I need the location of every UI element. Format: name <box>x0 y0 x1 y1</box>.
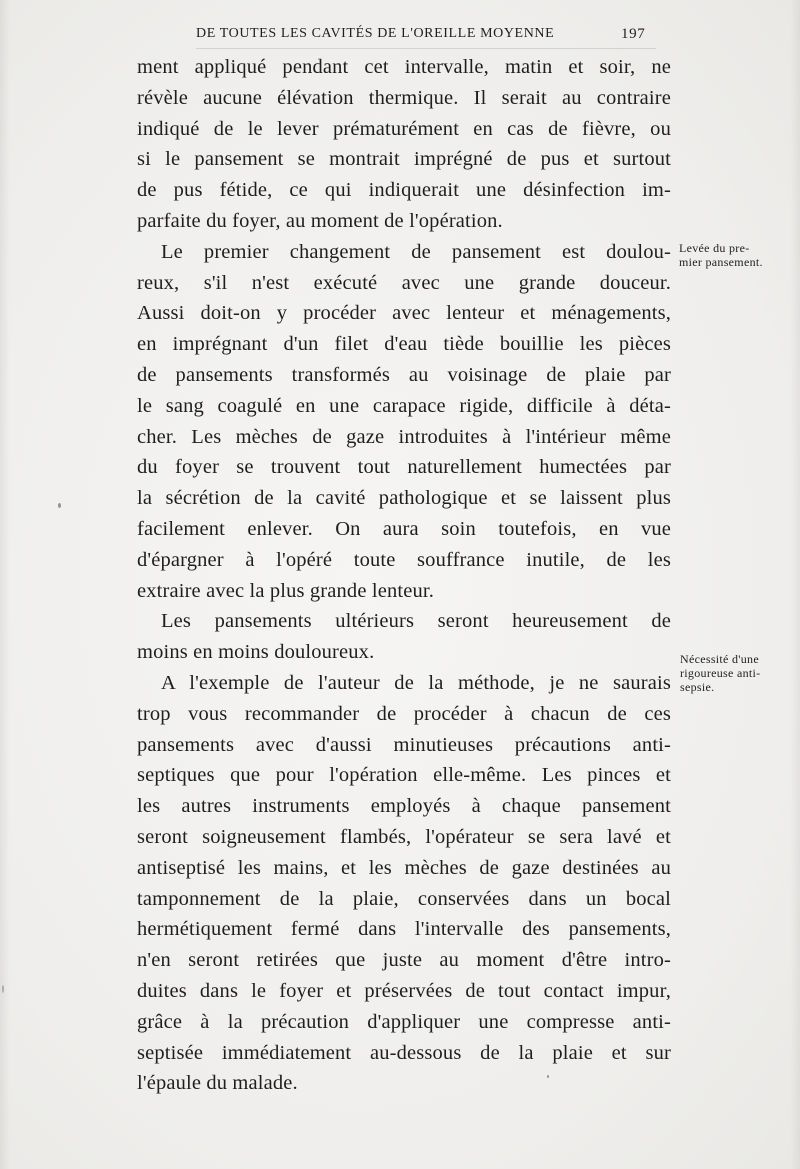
ink-speck <box>58 503 61 508</box>
text-line: de pansements transformés au voisinage de plaie par <box>137 363 671 386</box>
text-line: d'épargner à l'opéré toute souffrance inutile, de les <box>137 548 671 571</box>
text-line: seront soigneusement flambés, l'opérateur se sera lavé et <box>137 825 671 848</box>
margin-note-antisepsis <box>680 652 792 694</box>
text-line: tamponnement de la plaie, conservées dans un bocal <box>137 887 671 910</box>
text-line: de pus fétide, ce qui indiquerait une désinfection im- <box>137 179 671 202</box>
right-page-edge <box>790 0 800 1169</box>
text-line: cher. Les mèches de gaze introduites à l'intérieur même <box>137 425 671 448</box>
text-line: grâce à la précaution d'appliquer une compresse anti- <box>137 1010 671 1033</box>
text-line: extraire avec la plus grande lenteur. <box>137 579 434 602</box>
text-line: le sang coagulé en une carapace rigide, difficile à déta- <box>137 394 671 417</box>
text-line: moins en moins douloureux. <box>137 641 375 664</box>
paragraph-2 <box>137 237 671 607</box>
text-line: si le pansement se montrait imprégné de pus et surtout <box>137 148 671 171</box>
text-line: Les pansements ultérieurs seront heureusement de <box>161 610 671 633</box>
margin-note-line: sepsie. <box>680 680 715 694</box>
text-line: Aussi doit-on y procéder avec lenteur et ménagements, <box>137 302 671 325</box>
paragraph-3 <box>137 606 671 668</box>
text-line: n'en seront retirées que juste au moment d'être intro- <box>137 949 671 972</box>
text-line: facilement enlever. On aura soin toutefois, en vue <box>137 517 671 540</box>
text-line: hermétiquement fermé dans l'intervalle des pansements, <box>137 918 671 941</box>
text-line: trop vous recommander de procéder à chacun de ces <box>137 702 671 725</box>
text-line: indiqué de le lever prématurément en cas de fièvre, ou <box>137 117 671 140</box>
margin-note-line: Nécessité d'une <box>680 652 759 666</box>
header-rule <box>196 48 656 49</box>
text-line: Le premier changement de pansement est doulou- <box>161 240 671 263</box>
text-line: pansements avec d'aussi minutieuses précautions anti- <box>137 733 671 756</box>
text-line: la sécrétion de la cavité pathologique et se laissent plus <box>137 487 671 510</box>
page-number: 197 <box>621 26 646 42</box>
text-line: l'épaule du malade. <box>137 1072 298 1095</box>
ink-speck <box>547 1075 549 1078</box>
text-line: reux, s'il n'est exécuté avec une grande douceur. <box>137 271 671 294</box>
text-line: antiseptisé les mains, et les mèches de gaze destinées au <box>137 856 671 879</box>
margin-note-line: rigoureuse anti- <box>680 666 761 680</box>
running-head-title: DE TOUTES LES CAVITÉS DE L'OREILLE MOYENNE <box>196 26 555 41</box>
main-text <box>137 52 671 1099</box>
text-line: duites dans le foyer et préservées de tout contact impur, <box>137 979 671 1002</box>
text-line: en imprégnant d'un filet d'eau tiède bouillie les pièces <box>137 333 671 356</box>
text-line: septiques que pour l'opération elle-même. Les pinces et <box>137 764 671 787</box>
margin-note-first-dressing <box>679 241 789 269</box>
margin-note-line: Levée du pre- <box>679 241 750 255</box>
left-page-edge <box>0 0 10 1169</box>
text-line: A l'exemple de l'auteur de la méthode, je ne saurais <box>161 671 671 694</box>
text-line: parfaite du foyer, au moment de l'opération. <box>137 209 503 232</box>
paragraph-4 <box>137 668 671 1099</box>
text-line: ment appliqué pendant cet intervalle, matin et soir, ne <box>137 56 671 78</box>
ink-speck <box>2 985 4 993</box>
margin-note-line: mier pansement. <box>679 255 763 269</box>
text-line: révèle aucune élévation thermique. Il serait au contraire <box>137 86 671 109</box>
paragraph-1 <box>137 52 671 237</box>
text-line: les autres instruments employés à chaque pansement <box>137 795 671 818</box>
text-line: du foyer se trouvent tout naturellement humectées par <box>137 456 671 479</box>
text-line: septisée immédiatement au-dessous de la plaie et sur <box>137 1041 671 1064</box>
